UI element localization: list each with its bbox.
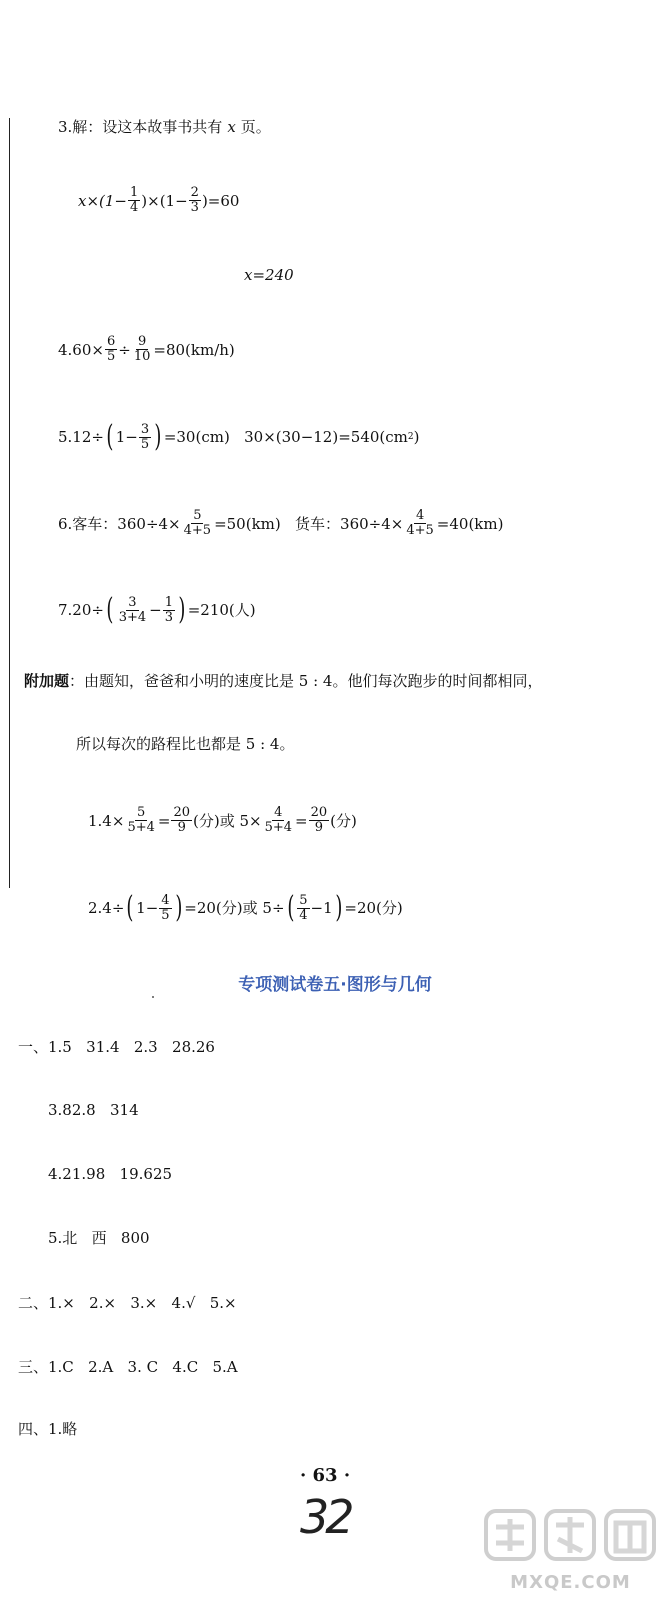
left-paren: ( [286,890,294,925]
text: 3.解：设这本故事书共有 [58,118,223,136]
fraction: $\frac{4}{4+5}$ [406,508,434,538]
fraction: $\frac{9}{10}$ [133,334,151,364]
text: ) [413,428,420,446]
bonus-solution-1 [88,806,357,835]
text: (分)或 5× [193,811,262,830]
fraction: $\frac{20}{9}$ [310,805,328,835]
fraction: $\frac{5}{4}$ [299,892,308,923]
text: = [157,811,171,830]
bonus-solution-2 [88,890,403,925]
left-paren: ( [126,890,134,925]
problem-3-result: x=240 [244,266,294,284]
text: =210(人) [187,601,256,619]
fraction: $\frac{2}{3}$ [190,185,199,215]
text: 1.4× [88,811,125,830]
fraction: $\frac{1}{4}$ [130,185,139,215]
fraction: $\frac{20}{9}$ [173,805,190,835]
text: 1− [136,899,159,917]
text: −1 [310,899,333,917]
text: =80(km/h) [153,340,235,359]
fraction: $\frac{3}{3+4}$ [118,594,147,625]
text: = [295,811,308,830]
text: =20(分) [344,899,403,917]
speck [152,996,154,998]
fraction: $\frac{4}{5}$ [161,892,170,923]
handwritten-number: 32 [300,1490,351,1544]
right-paren: ) [335,890,343,925]
section-title: 专项测试卷五·图形与几何 [238,975,432,995]
problem-3-equation [78,186,239,215]
answer-line-1: 一、1.5 31.4 2.3 28.26 [18,1038,215,1056]
variable: x [227,118,236,136]
answer-line-6: 三、1.C 2.A 3. C 4.C 5.A [18,1358,238,1376]
answer-line-3: 4.21.98 19.625 [48,1165,173,1183]
fraction: $\frac{4}{5+4}$ [264,805,293,835]
right-paren: ) [154,419,162,454]
fraction: $\frac{1}{3}$ [164,594,173,625]
problem-4 [58,335,235,364]
fraction: $\frac{6}{5}$ [106,334,116,364]
text: 5.12÷ [58,428,104,446]
text: =20(分)或 5÷ [184,899,285,917]
text: − [149,601,162,619]
right-paren: ) [178,592,186,627]
text: =50(km) 货车：360÷4× [214,514,404,533]
text: 7.20÷ [58,601,104,619]
text: =40(km) [436,514,504,533]
margin-line [9,118,10,888]
text: 4.60× [58,340,104,359]
text: )=60 [201,191,240,210]
answer-line-7: 四、1.略 [18,1420,78,1438]
bonus-label: 附加题 [24,672,70,690]
fraction: $\frac{5}{4+5}$ [183,508,212,538]
text: x×(1− [78,191,127,210]
answer-line-4: 5.北 西 800 [48,1229,150,1247]
problem-6 [58,509,503,538]
text: 页。 [240,118,271,136]
problem-5: 5.12÷ ( 1− $\frac{3}{5}$ ) =30(cm) 30×(30−12)=540(cm 2 ) [58,419,420,454]
text: (分) [330,811,357,830]
fraction: $\frac{3}{5}$ [140,421,150,452]
text: ：由题知，爸爸和小明的速度比是 5 : 4。他们每次跑步的时间都相同， [69,672,543,690]
text: 1− [115,428,138,446]
left-paren: ( [106,419,114,454]
bonus-line-1 [24,670,542,692]
problem-3-intro [58,116,271,138]
answer-line-2: 3.82.8 314 [48,1101,139,1119]
problem-7 [58,592,256,627]
fraction: $\frac{5}{5+4}$ [127,805,155,835]
right-paren: ) [174,890,182,925]
page-number: · 63 · [300,1465,351,1486]
bonus-line-2: 所以每次的路程比也都是 5 : 4。 [76,735,295,753]
text: ÷ [118,340,131,359]
left-paren: ( [106,592,114,627]
text: 6.客车：360÷4× [58,514,181,533]
text: =30(cm) 30×(30−12)=540(cm [163,428,408,446]
answer-line-5: 二、1.× 2.× 3.× 4.√ 5.× [18,1294,237,1312]
text: )×(1− [141,191,188,210]
text: 2.4÷ [88,899,125,917]
watermark-url: MXQE.COM [510,1572,631,1593]
